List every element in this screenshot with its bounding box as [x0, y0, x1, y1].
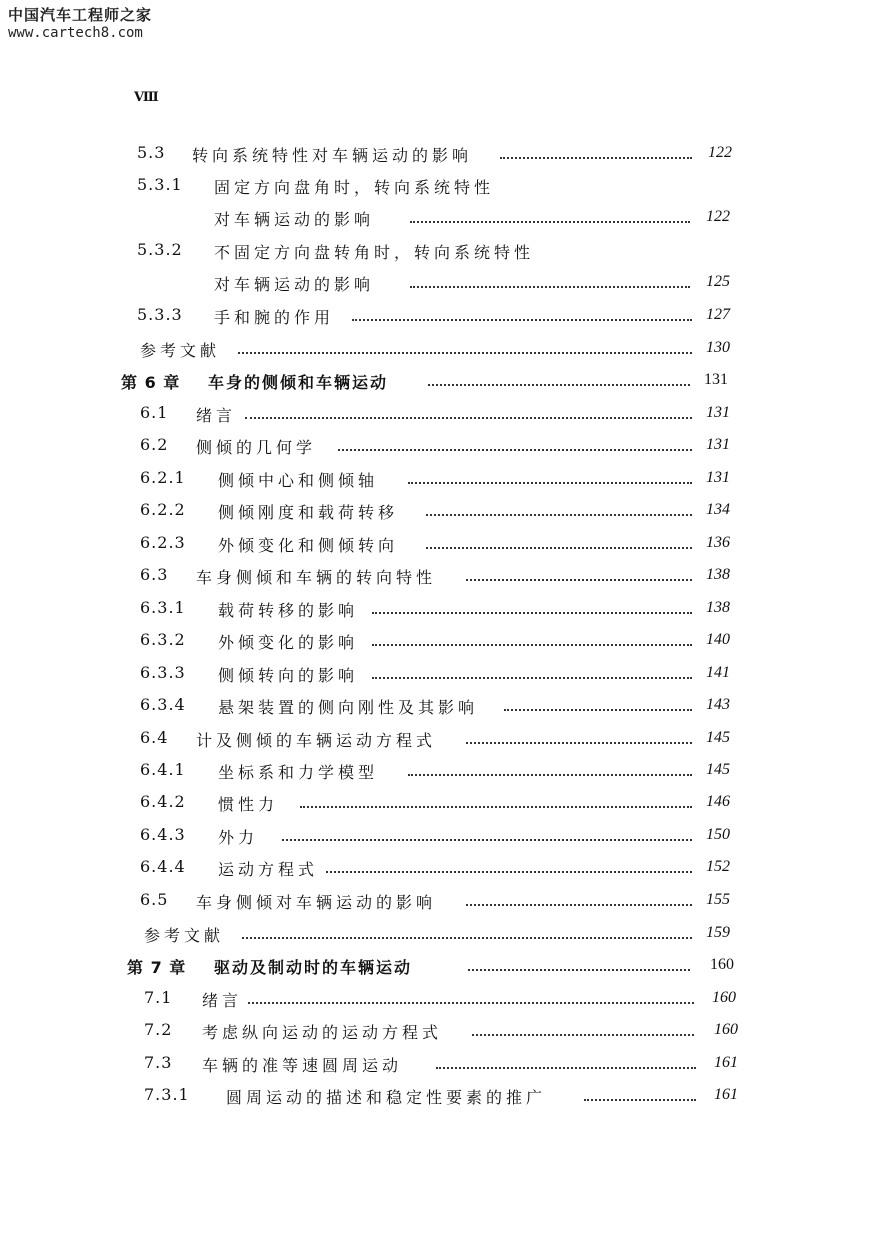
toc-leader	[242, 933, 692, 939]
toc-number: 6.3.3	[140, 663, 186, 682]
toc-chapter-title: 驱动及制动时的车辆运动	[214, 958, 413, 977]
toc-page: 138	[706, 566, 730, 583]
toc-title: 转向系统特性对车辆运动的影响	[192, 146, 473, 165]
toc-leader	[408, 770, 692, 776]
toc-page: 131	[706, 404, 730, 421]
toc-page: 145	[706, 761, 730, 778]
toc-leader	[428, 380, 690, 386]
toc-entry-continued	[0, 272, 884, 298]
toc-page: 138	[706, 599, 730, 616]
toc-leader	[426, 543, 692, 549]
toc-entry	[0, 305, 884, 331]
toc-entry	[0, 598, 884, 624]
toc-entry	[0, 403, 884, 429]
toc-title: 惯性力	[218, 795, 279, 814]
toc-entry	[0, 1085, 884, 1111]
toc-entry	[0, 1020, 884, 1046]
toc-chapter	[0, 370, 884, 396]
toc-page: 125	[706, 273, 730, 290]
toc-leader	[238, 348, 692, 354]
toc-entry	[0, 792, 884, 818]
toc-number: 6.3.1	[140, 598, 186, 617]
toc-number: 6.3	[140, 565, 169, 584]
toc-number: 7.3.1	[144, 1085, 190, 1104]
toc-leader	[466, 900, 692, 906]
toc-leader	[372, 640, 692, 646]
toc-title: 侧倾中心和侧倾轴	[218, 471, 379, 490]
toc-page: 155	[706, 891, 730, 908]
toc-number: 5.3.1	[137, 175, 183, 194]
toc-title: 侧倾转向的影响	[218, 666, 359, 685]
toc-entry	[0, 468, 884, 494]
toc-page: 145	[706, 729, 730, 746]
toc-entry	[0, 500, 884, 526]
toc-number: 5.3.2	[137, 240, 183, 259]
toc-number: 6.4	[140, 728, 169, 747]
toc-entry	[0, 1053, 884, 1079]
toc-leader	[466, 575, 692, 581]
toc-page: 160	[714, 1021, 738, 1038]
toc-page: 136	[706, 534, 730, 551]
toc-title: 车身侧倾和车辆的转向特性	[196, 568, 437, 587]
toc-page: 161	[714, 1054, 738, 1071]
toc-number: 6.2.2	[140, 500, 186, 519]
toc-title: 外倾变化的影响	[218, 633, 359, 652]
toc-leader	[472, 1030, 694, 1036]
toc-entry-continued	[0, 207, 884, 233]
toc-leader	[504, 705, 692, 711]
toc-page: 122	[706, 208, 730, 225]
toc-title: 不固定方向盘转角时，转向系统特性	[214, 243, 535, 262]
toc-page: 152	[706, 858, 730, 875]
toc-page: 127	[706, 306, 730, 323]
toc-leader	[326, 867, 692, 873]
toc-number: 6.2.1	[140, 468, 186, 487]
toc-leader	[410, 282, 690, 288]
watermark-url: www.cartech8.com	[8, 24, 143, 41]
toc-title-continued: 对车辆运动的影响	[214, 275, 375, 294]
toc-number: 6.1	[140, 403, 169, 422]
toc-chapter-number: 第 6 章	[121, 373, 181, 392]
toc-page: 134	[706, 501, 730, 518]
toc-entry	[0, 728, 884, 754]
toc-chapter-number: 第 7 章	[127, 958, 187, 977]
toc-number: 6.4.1	[140, 760, 186, 779]
toc-title: 侧倾刚度和载荷转移	[218, 503, 399, 522]
toc-title: 运动方程式	[218, 860, 319, 879]
toc-title: 参考文献	[144, 926, 225, 945]
toc-title: 悬架装置的侧向刚性及其影响	[218, 698, 479, 717]
toc-entry	[0, 175, 884, 201]
toc-leader	[338, 445, 692, 451]
toc-title: 固定方向盘角时，转向系统特性	[214, 178, 495, 197]
toc-number: 6.4.2	[140, 792, 186, 811]
toc-page: 160	[712, 989, 736, 1006]
toc-leader	[426, 510, 692, 516]
toc-leader	[436, 1063, 696, 1069]
toc-title: 车辆的准等速圆周运动	[202, 1056, 403, 1075]
toc-leader	[500, 153, 692, 159]
toc-page: 131	[706, 469, 730, 486]
toc-number: 6.3.2	[140, 630, 186, 649]
toc-page: 140	[706, 631, 730, 648]
toc-entry	[0, 857, 884, 883]
toc-title: 载荷转移的影响	[218, 601, 359, 620]
toc-page: 143	[706, 696, 730, 713]
toc-number: 6.2	[140, 435, 169, 454]
toc-leader	[245, 413, 692, 419]
toc-title: 圆周运动的描述和稳定性要素的推广	[226, 1088, 547, 1107]
toc-title: 考虑纵向运动的运动方程式	[202, 1023, 443, 1042]
toc-leader	[468, 965, 690, 971]
toc-title: 车身侧倾对车辆运动的影响	[196, 893, 437, 912]
toc-entry	[0, 988, 884, 1014]
toc-number: 7.1	[144, 988, 173, 1007]
toc-leader	[248, 998, 694, 1004]
toc-leader	[282, 835, 692, 841]
toc-title: 绪言	[202, 991, 243, 1010]
toc-page: 146	[706, 793, 730, 810]
toc-title: 侧倾的几何学	[196, 438, 317, 457]
toc-leader	[372, 608, 692, 614]
toc-leader	[352, 315, 692, 321]
toc-page: 130	[706, 339, 730, 356]
toc-number: 6.2.3	[140, 533, 186, 552]
toc-number: 5.3	[137, 143, 166, 162]
toc-page: 141	[706, 664, 730, 681]
toc-entry	[0, 695, 884, 721]
toc-entry	[0, 565, 884, 591]
toc-entry	[0, 435, 884, 461]
toc-entry	[0, 338, 884, 364]
toc-number: 6.4.3	[140, 825, 186, 844]
toc-leader	[372, 673, 692, 679]
watermark-title: 中国汽车工程师之家	[8, 6, 153, 24]
toc-entry	[0, 825, 884, 851]
toc-number: 7.3	[144, 1053, 173, 1072]
toc-title: 绪言	[196, 406, 237, 425]
toc-title: 外倾变化和侧倾转向	[218, 536, 399, 555]
toc-leader	[410, 217, 690, 223]
toc-page: 131	[706, 436, 730, 453]
toc-page: 122	[708, 144, 732, 161]
toc-chapter	[0, 955, 884, 981]
page-number: Ⅷ	[134, 89, 159, 104]
toc-page: 160	[710, 956, 734, 973]
toc-leader	[584, 1095, 696, 1101]
toc-page: 159	[706, 924, 730, 941]
toc-leader	[408, 478, 692, 484]
toc-page: 150	[706, 826, 730, 843]
toc-entry	[0, 923, 884, 949]
toc-title: 坐标系和力学模型	[218, 763, 379, 782]
toc-entry	[0, 760, 884, 786]
toc-entry	[0, 533, 884, 559]
toc-page: 131	[704, 371, 728, 388]
toc-leader	[300, 802, 692, 808]
toc-title: 手和腕的作用	[214, 308, 335, 327]
toc-title: 计及侧倾的车辆运动方程式	[196, 731, 437, 750]
toc-number: 6.3.4	[140, 695, 186, 714]
toc-number: 6.5	[140, 890, 169, 909]
toc-chapter-title: 车身的侧倾和车辆运动	[208, 373, 389, 392]
toc-number: 7.2	[144, 1020, 173, 1039]
toc-number: 6.4.4	[140, 857, 186, 876]
toc-entry	[0, 143, 884, 169]
toc-entry	[0, 890, 884, 916]
toc-title: 外力	[218, 828, 259, 847]
toc-page: 161	[714, 1086, 738, 1103]
toc-entry	[0, 663, 884, 689]
toc-number: 5.3.3	[137, 305, 183, 324]
toc-title-continued: 对车辆运动的影响	[214, 210, 375, 229]
toc-entry	[0, 240, 884, 266]
toc-leader	[466, 738, 692, 744]
toc-title: 参考文献	[140, 341, 221, 360]
toc-entry	[0, 630, 884, 656]
